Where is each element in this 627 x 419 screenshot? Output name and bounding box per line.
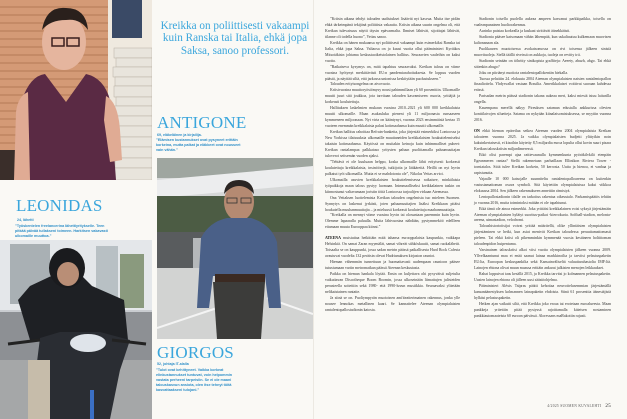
paragraph: Pääministeri Aléxis Tsípras päätti kehottaa neuvottelusemmian järjestämällä kansanäänestyksen kolmannen lainapaketin ehdoista. Siinä 61 prosenttia äänestäjistä hylkäsi pelastuspaketin.: [474, 283, 611, 300]
page-spine: [313, 0, 314, 419]
paragraph: ”Kreikalla on mennyt viime vuosina hyvin tai olosuntaan paremmin kuin hyvin. Olemme lapaaralla paluulla. Mutta lähivuosina nähdään, pystymmeköö edellleen eitamaan muuta Eurooppaa kiinni.”: [325, 213, 460, 230]
paragraph: ”Kriisin aikana tehdyt talouden uudistukset lisäävät nyt kasvua. Mutta itse pidän ehkä tärkeimpänä tekijänä poliittista vakautta. Kriisin aikana suurin ongelma oli, että Kreikan tulevaisuus näytti täysin epävarmalta. Ihmiset lähtivät, sijoittajat lähtivät, tilanne oli todella huono”, Vettas sanoo.: [325, 17, 460, 39]
leonidas-name: LEONIDAS: [16, 196, 103, 215]
paragraph: Hetken ajan vaikutti siltä, että Kreikka joko eroaa tai erotetaan euroalueesta. Maan pankkeja yritettiin pitää pystyssä rajoittamalla käteisen nostaminen pankkiautomaateista 60 euroon päivässä. Aloressans maRakottin rajusti.: [474, 301, 611, 318]
paragraph: Ulkomailla asuvien kreikkalaisten houkuttelemisessa ratkaisee, minkälaisia työpaikkoja maan talous pystyy luomaan. Inimmaalliseksi kreikkalainen tuskin on kiinnostunut valtavamaan joristin töitä Lontoossa tarjoaltjen virkaan Ateenassa.: [325, 177, 460, 194]
paragraph: ”Tehtävä ei ole kuuluaan helppo, koska ulkomaille lähti erityisesti korkeasti koulutettuja kreikkalaisia, insinöörejä, tutkijoita ja lääkäreitä. Heillä on nyt hyvin palkatut työt ulkomailla. Mutta ei se mahdotonta ole”, Nikolas Vettas arvioi.: [325, 159, 460, 176]
giorgos-quote: ”Tulot ovat kehittyneet. Vaikka korkeat elinkustannukset tuntuvat, voin helpommin vastata perheeni tarpeisiin. Se ei ole maani talouskasvun ansiota, olen itse tehnyt töitä kasvattaakseni tulojani.”: [156, 368, 233, 392]
paragraph: Kriisivuosina muuttoryöstömysy nousi pahimmillaan yli 60 prosenttiin. Ulkomaille muutti juuri sitä joukkoa, jota tarvitaan talouden kasvamiseen: nuoria, yrittäjiä ja korkeasti koulutettuja.: [325, 88, 460, 105]
giorgos-name: GIORGOS: [157, 343, 234, 362]
paragraph: Eikö olisi parempi ajaa rattievaunulla kymmenkunta pyöräkilvkilä etenpäin Egeanmeren rantaa? Siellä rakennetaan parhaillaan Ellinikon Riviera Tower -torniatalos. Siitä tulee Kreikan korkein, 50 kerrosta. Uutta ja hienoa, ei vanhaa ja rapistunutta.: [474, 152, 611, 175]
paragraph: Aurinko paistaa korkealla ja kaskaat sirittävät äänekkäästi.: [479, 28, 571, 33]
leonidas-quote: ”Työskentelen freelancerina lähettiyritykselle. Teen pitkää päivää tullakseni toimeen. Harkitsen vakavasti ulkomaille muuttoa.”: [15, 224, 108, 238]
leonidas-subtitle: 24, lähetti: [17, 218, 34, 222]
pull-quote-headline: Kreikka on poliittisesti vakaampi kuin Ranska tai Italia, ehkä jopa Saksa, sanoo professori.: [160, 20, 310, 57]
giorgos-photo: [157, 158, 313, 339]
section-paragraph: [474, 129, 611, 153]
page-number: 25: [605, 404, 611, 409]
paragraph: Kauempana merellä näkyy Pireuksen sataman edustalla ankkurissa olevien konttilaivojen siluetteja. Satama on nykyään kiinalaisomistuksessa, se myytiin vuonna 2016.: [474, 106, 611, 123]
section-paragraph: [325, 236, 460, 260]
section-lead-word: ON: [474, 129, 480, 134]
giorgos-subtitle: 52, johtaja IT-alalla: [157, 362, 189, 366]
section-text: muistuttaa hetkittäin mitä tahansa eurooppalaista kaupunkia, vaikkapa Helsinkiä. On samat Zaran myymälät, samat vihreät sähköskuutit, samat ruokalähetit. Toisaalta se on kauppunki, jossa sadan metrin päässä paikallisesta Hard Rock Cafesta avautuvat vuodelta 132 peräisin olevat Hadrianuksen kirjaston rauniot.: [325, 236, 460, 259]
antigone-subtitle: 69, eläkeläinen ja kirjailija.: [157, 133, 202, 137]
paragraph: Hallituksen laskelmien mukaan vuosina 2010–2021 yli 600 000 kreikkalaista muutti ulkomaille. Maan asukasluku pieneni yli 11 miljoonasta runsaaseen kymmeneen miljoonaan. Nyt virta on kääntynyt, vuonna 2023 ensimmäistä kertaa 15 vuoteen enemmän kreikkalaisia palasi kotimaahansa kuin muutti ulkomaille.: [325, 106, 460, 129]
paragraph: Rahat loppuivat taas kesällä 2015, ja Kreikka tarvitsi jo kolmannen pelastuspaketin. Uusien lainojen ehtona oli jälleen uusi säästöohjelma.: [474, 272, 611, 282]
antigone-quote: ”Elämisen kustannukset ovat pysyneet erittäin korkeina, mutta palkat ja eläkkeet ovat nousseet vain vähän.”: [156, 138, 241, 152]
article-column-2: [474, 17, 611, 397]
paragraph: Kreikan hallitus rahoittaa Refrain-hanketta, joka järjestää esimerkiksi Lontoossa ja New Yorkissa tilaisuuksia ulkomaille muuttaneiden kreikkalaisten houkuttelemiseksi takaisin kotimaahansa. Käytössä on muitakin keinoja kuin inhimmalliset puheet: Kreikan rantalampaa palkkataso yritysten paluun puolittamalla paluumuuttajan tuloverot seitsemän vuoden ajaksi.: [325, 130, 460, 158]
paragraph: Stadionin seinään on töhritty sinikopisia graffiteja: Aeeety, abuzh, abgo. Tai ehkä sittenkin abugo?: [474, 58, 611, 69]
antigone-name: ANTIGONE: [157, 113, 247, 132]
article-column-1: [325, 17, 460, 397]
paragraph: Taloushistorioitsijat voivat yrittää määritellä, olike yllintäisten olympialaisten järjestäminen se hetki, kun asiat menivät Kreikan taloudessa peruuttamattomasti pieleen. Tai ehkä kriisi oli pikemminkin kymmenää vuosia kestäneen holtittoman taloudenpidon huipentuma.: [474, 224, 611, 247]
paragraph: Kreikka on hänen mukaansa nyt poliittisesti vakaampi kuin esimerkiksi Ranska tai Italia, ehkä jopa Saksa. Valtaosa on jo kuusi vuotta ollut pääministeri Kyriákos Mitsotákisin johtama keskustaoikeistolainen hallitus. Seuraavien vaaleihin on kaksi vuotta.: [325, 40, 460, 63]
paragraph: Ona Vettaksen luottelemista Kreikan talouden ongelmista tuo mieleen Suomen. Synnytys on laskenut jyrkästi, joten paluumuuttajien lisäksi Kreikkaan pitäisi houkutella muuhanmuuttajia – ja mieluusti korkeasti koulutettuja maahanmuuttajia.: [325, 195, 460, 212]
paragraph: Vajaalle 10 000 katsojalle suunniteltu rantalentopalloareena on kuitenkin vastustamattoman osuva symboli. Sitä käytettiin olympialaisissa kaksi viikkoa elokuussa 2004. Sen jälkeen rakennukseen annettiin rämistyä.: [474, 176, 611, 193]
section-text: ehkä hieman epäreilua setkea Ateenan vuoden 2004 olympialaisia Kreikan talouteen vuonna 2025. Ja vaikka olympialaisten budjetti ylittyikin noin kaksinkertaisesti, ei kisoihin käytetty 8,5 miljardia euroa lopulta ollut kovin suuri pisara Kreikan talouskriisin miljardimeressä.: [474, 129, 611, 152]
paragraph: Paikka on hieman hankala löytää. Ensin on kuljettava ohi pysyväisti suljetulta vaikuttavan Discotheque Boom Boomin, jossa ulkoseinään liimattujen julisteiden perusteella soitettiin sekä 1980- että 1990-luvun musiikkia. Seuraavaksi ylitetään nelikaistainen rantatie.: [325, 272, 460, 294]
leonidas-photo: [0, 240, 152, 419]
paragraph: Varsinainen talouskriisi alkoi viisi vuotta olympialaisten jälkeen vuonna 2009. Yllvelkaantunut maa ei enää saanut lainaa markkinoilta ja tarvitsi pelastuspaketin EU:lta, Euroopan keskuspankilta sekä Kansainväliseltä valuuttarahastolta IMF:ltä. Lainojen ehtona olivat muun muassa erittäin ankarat julkisten menojen leikkaukset.: [474, 248, 611, 271]
antigone-photo: [0, 0, 152, 180]
paragraph: Tuossa pelattiin 24. elokuuta 2004 Ateenan olympialaisten naisten rantalentopallon finaaliottelu. Yhdysvallat vastaan Brasilia. Amerikkalaiset voittivat suoraan kahdessa erässä.: [474, 76, 611, 93]
paragraph: Parisadan metrin päässä stadionin takana aukeaa meri, kaksi miestä istuu laiturilla ongella.: [474, 94, 611, 105]
paragraph: ”Ratkaiseva kysymys on, mitä tapahtuu seuraavaksi. Kreikan talous on viime vuosina hyötynyt merkittävästi EU:n pandemiarahoituksesta. Se loppuu vuoden päästä, ja näyttää siltä, että jarkossa unionissa keskitytään puolustukseen.”: [325, 64, 460, 81]
paragraph: Lentopallostadionin tilalle on tarkoitus rakentaa oikeustalo. Parkamispäätös tehtiin jo vuonna 2016, mutta toimintoksi mitään ei ole tapahtunut.: [474, 194, 611, 205]
paragraph: Talouden erityisongelma on aivovuoto.: [330, 82, 391, 87]
footer-issue: 4/2025 SUOMEN KUVALEHTI: [547, 404, 602, 408]
section-lead-word: ATEENA: [325, 236, 341, 241]
paragraph: Stadionin toisella puolella aukeaa ampeen kasvanut parkkipaikka, toisella on vaaleanpunainen huoltorakennus.: [474, 17, 611, 27]
paragraph: Stadionia pääsee katsomaan vähän lähempää, kun uskaltautuu kulkemaan muovisen kaltonanaan ala.: [474, 34, 611, 45]
paragraph: Eikä tämä ole ainoa esimerkki. Joka yrittäisi kreikkalainen voisi syksyä järjestämäin Ateenan olympialaisten hylätyt suoritus-paikat -kierrokuria. Softball-stadion, melonta-areena, uimastadion, velodromi.: [474, 206, 611, 223]
paragraph: Joku on piirtänyt nuotiota rantalentopallokentän hiekalla.: [479, 70, 569, 75]
page-footer: [547, 404, 611, 409]
paragraph: Ja siinä se on. Puoliympyrän muotoinen amfiteatterimainen rakennus, jonka ylle nousee lennokas metallinen kaari. Se kannattelee Ateenan olympialaisten rantalentopallostadionin katosta.: [325, 295, 460, 312]
paragraph: Puolikaaren muotoisessa avokatsomossa on rivi toisensa jälkeen sinisiä muovituoleja. Siellä täällä riveissä on aukkoja, tuoleja on revitty irti.: [474, 46, 611, 57]
paragraph: Hieman vähemmän tunnettuun ja huomattavasti uudempaan raunioon pääsee tutustumaan vartin metromatkan päässä Ateenan keskustasta.: [325, 260, 460, 271]
